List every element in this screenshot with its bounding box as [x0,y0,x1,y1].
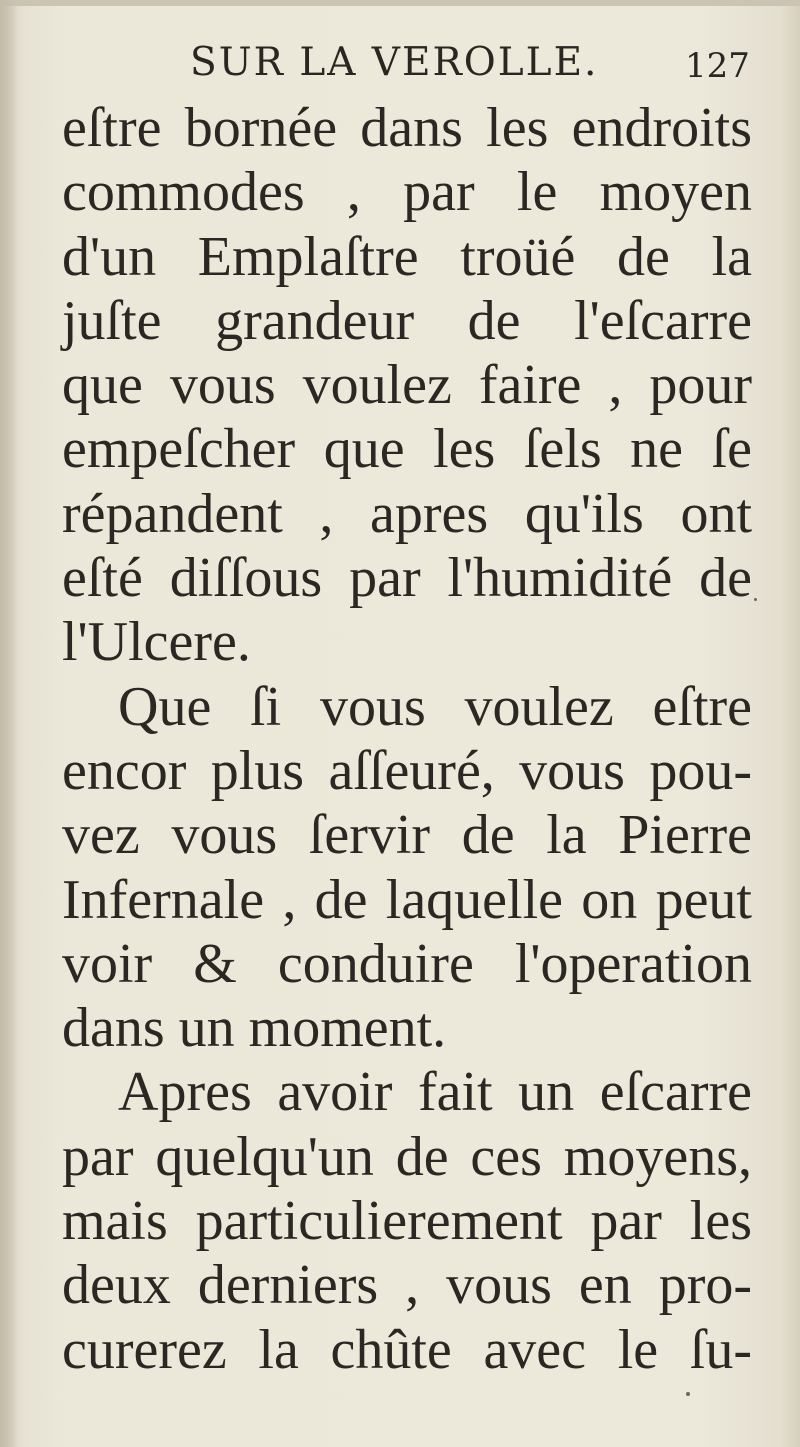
text-line: répandent , apres qu'ils ont [62,482,752,545]
text-line: d'un Emplaſtre troüé de la [62,225,752,288]
text-line: l'Ulcere. [62,611,251,674]
paper-speck [754,598,757,601]
text-line: commodes , par le moyen [62,161,752,224]
text-line: que vous voulez faire , pour [62,354,752,417]
text-line: curerez la chûte avec le ſu- [62,1318,752,1381]
text-line: deux derniers , vous en pro- [62,1254,752,1317]
text-line: par quelqu'un de ces moyens, [62,1125,752,1188]
text-line: Apres avoir fait un eſcarre [118,1061,752,1124]
running-title: SUR LA VEROLLE. [190,40,599,85]
text-line: mais particulierement par les [62,1190,752,1253]
text-line: Que ſi vous voulez eſtre [118,675,752,738]
text-line: eſté diſſous par l'humidité de [62,547,752,610]
text-line: encor plus aſſeuré, vous pou- [62,739,752,802]
text-line: empeſcher que les ſels ne ſe [62,418,752,481]
page-header [0,40,800,92]
text-line: juſte grandeur de l'eſcarre [62,289,752,352]
text-line: dans un moment. [62,997,447,1060]
page-gutter-shadow [0,0,18,1447]
text-line: eſtre bornée dans les endroits [62,97,752,159]
text-line: vez vous ſervir de la Pierre [62,804,752,867]
page-top-edge [0,0,800,6]
text-line: Infernale , de laquelle on peut [62,868,752,931]
page-number: 127 [685,46,750,86]
paper-speck [686,1392,690,1396]
body-text [62,96,752,1382]
text-line: voir & conduire l'operation [62,932,752,995]
